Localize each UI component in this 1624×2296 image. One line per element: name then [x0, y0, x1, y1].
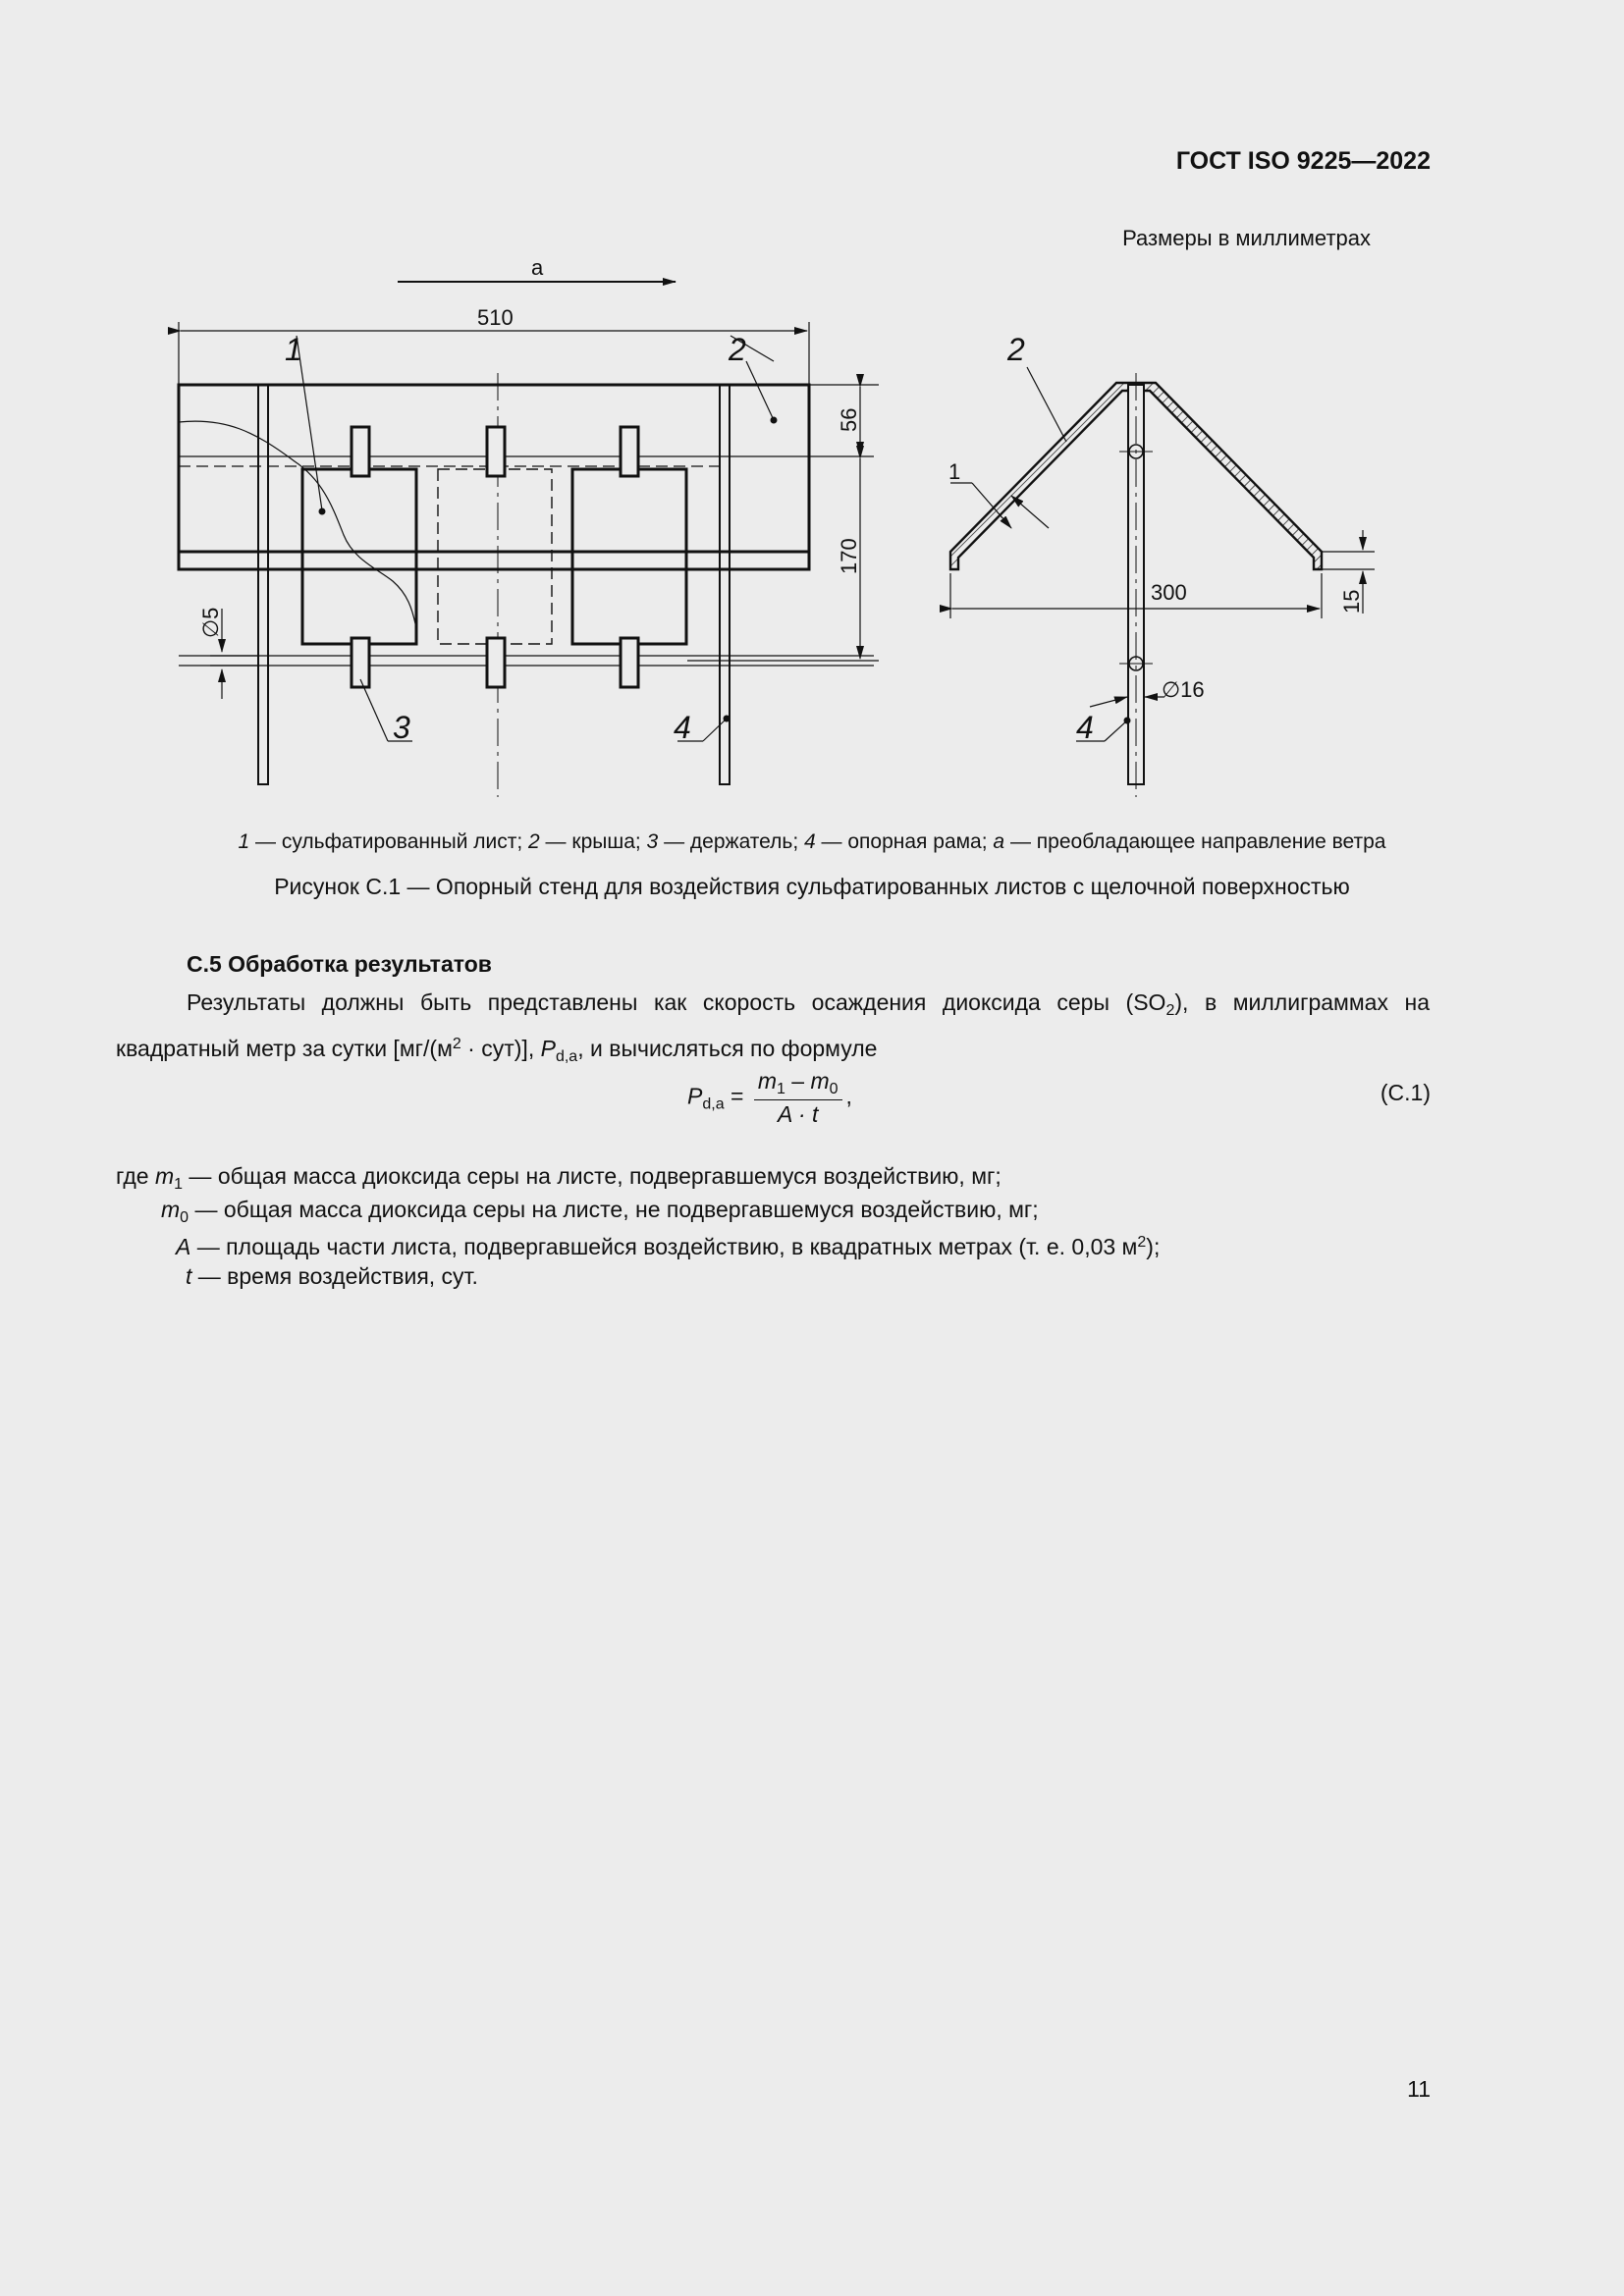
page-number: 11 [1407, 2076, 1431, 2102]
dim-300: 300 [1151, 580, 1187, 605]
where-m1: где $m_1$ — общая масса диоксида серы на листе, подвергавшемуся воздействию, мг; [116, 1163, 1001, 1193]
figure-c1 [157, 250, 1434, 815]
dimensions-note: Размеры в миллиметрах [1122, 226, 1371, 250]
callout-2: 2 [729, 332, 746, 367]
wind-label: a [531, 255, 544, 280]
frame-leg-left [258, 385, 268, 784]
dim-d5: ∅5 [198, 607, 223, 638]
dim-56: 56 [837, 407, 861, 432]
formula-c1: $P_{d,a}$ = $\frac{m_1 - m_0}{A \cdot t}$ , [687, 1068, 852, 1127]
dim-170: 170 [837, 538, 861, 574]
side-callout-2: 2 [1007, 332, 1025, 367]
figure-legend: 1 — сульфатированный лист; 2 — крыша; 3 — держатель; 4 — опорная рама; a — преобладающее направление ветра [238, 830, 1386, 853]
dim-d16: ∅16 [1162, 677, 1205, 702]
paragraph-results: Результаты должны быть представлены как скорость осаждения диоксида серы $(SO_2)$, в миллиграммах на квадратный метр за сутки $[мг/(м^2 \cdot сут)]$, $P_{d,a}$, и вычисляться по формуле [116, 989, 1431, 1065]
callout-4: 4 [674, 710, 691, 745]
figure-caption: Рисунок С.1 — Опорный стенд для воздействия сульфатированных листов с щелочной поверхностью [274, 874, 1350, 899]
where-m0: $m_0$ — общая масса диоксида серы на листе, не подвергавшемуся воздействию, мг; [161, 1197, 1039, 1226]
callout-1: 1 [285, 332, 302, 367]
dim-510: 510 [477, 305, 514, 330]
sulfation-sheet-3 [572, 469, 686, 644]
section-title: С.5 Обработка результатов [187, 951, 492, 977]
side-callout-1: 1 [948, 459, 961, 484]
callout-3: 3 [393, 710, 410, 745]
document-header: ГОСТ ISO 9225—2022 [1175, 147, 1431, 175]
formula-number: (С.1) [1380, 1080, 1431, 1105]
where-t: t — время воздействия, сут. [186, 1263, 478, 1289]
dim-15: 15 [1339, 589, 1364, 614]
sulfation-sheet-2 [438, 469, 552, 644]
where-A: A — площадь части листа, подвергавшейся воздействию, в квадратных метрах (т. е. 0,03 $м^2$); [176, 1234, 1161, 1259]
side-callout-4: 4 [1076, 710, 1094, 745]
